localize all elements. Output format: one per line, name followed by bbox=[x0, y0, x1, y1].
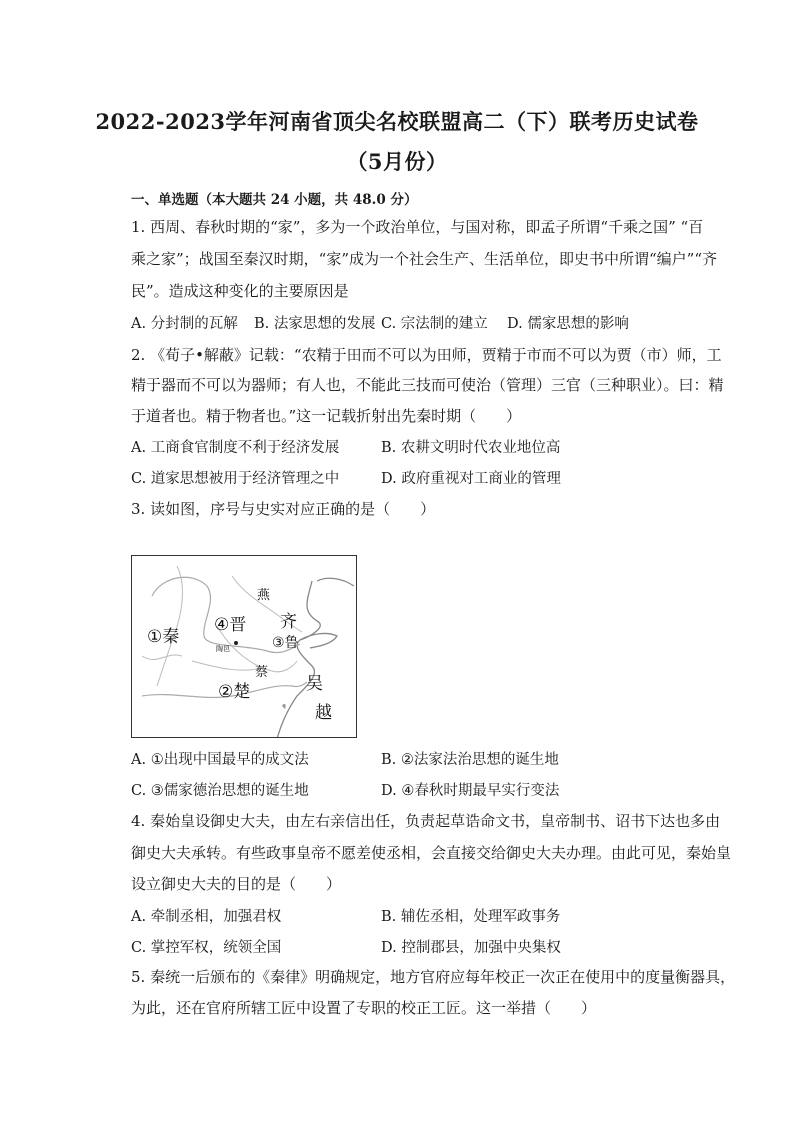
q1-option-b[interactable]: B. 法家思想的发展 bbox=[254, 316, 376, 332]
q1-line1: 1. 西周、春秋时期的“家”，多为一个政治单位，与国对称，即孟子所谓“千乘之国” “百 bbox=[131, 218, 704, 236]
q2-option-a[interactable]: A. 工商食官制度不利于经济发展 bbox=[131, 440, 340, 456]
q4-line2: 御史大夫承转。有些政事皇帝不愿差使丞相，会直接交给御史大夫办理。由此可见，秦始皇 bbox=[131, 844, 732, 862]
q3-option-d[interactable]: D. ④春秋时期最早实行变法 bbox=[381, 783, 560, 799]
q5-line2: 为此，还在官府所辖工匠中设置了专职的校正工匠。这一举措（ ） bbox=[131, 999, 597, 1017]
q1-line2: 乘之家”；战国至秦汉时期，“家”成为一个社会生产、生活单位，即史书中所谓“编户”“齐 bbox=[131, 250, 718, 268]
q1-option-d[interactable]: D. 儒家思想的影响 bbox=[507, 316, 629, 332]
q3-option-b[interactable]: B. ②法家法治思想的诞生地 bbox=[381, 752, 559, 768]
q3-option-a[interactable]: A. ①出现中国最早的成文法 bbox=[131, 752, 309, 768]
map-label-wu: 吴 bbox=[306, 674, 323, 694]
q4-line3: 设立御史大夫的目的是（ ） bbox=[131, 875, 342, 893]
map-label-qin: ①秦 bbox=[147, 627, 180, 647]
q4-line1: 4. 秦始皇设御史大夫，由左右亲信出任，负责起草诰命文书，皇帝制书、诏书下达也多由 bbox=[131, 812, 721, 830]
q2-line2: 精于器而不可以为器师；有人也，不能此三技而可使治（管理）三官（三种职业）。曰：精 bbox=[131, 376, 724, 394]
q1-option-c[interactable]: C. 宗法制的建立 bbox=[381, 316, 488, 332]
q5-line1: 5. 秦统一后颁布的《秦律》明确规定，地方官府应每年校正一次正在使用中的度量衡器具， bbox=[131, 968, 736, 986]
q4-option-d[interactable]: D. 控制郡县，加强中央集权 bbox=[381, 940, 561, 956]
spring-autumn-states-map bbox=[131, 555, 357, 738]
section-heading: 一、单选题（本大题共 24 小题，共 48.0 分） bbox=[131, 192, 418, 208]
q2-option-d[interactable]: D. 政府重视对工商业的管理 bbox=[381, 471, 561, 487]
map-label-yan: 燕 bbox=[257, 588, 271, 603]
q4-option-c[interactable]: C. 掌控军权，统领全国 bbox=[131, 940, 282, 956]
q2-line1: 2. 《荀子•解蔽》记载：“农精于田而不可以为田师，贾精于市而不可以为贾（市）师，工 bbox=[131, 346, 722, 364]
q3-line1: 3. 读如图，序号与史实对应正确的是（ ） bbox=[131, 500, 436, 518]
q1-option-a[interactable]: A. 分封制的瓦解 bbox=[131, 316, 238, 332]
q2-option-c[interactable]: C. 道家思想被用于经济管理之中 bbox=[131, 471, 340, 487]
q3-option-c[interactable]: C. ③儒家德治思想的诞生地 bbox=[131, 783, 309, 799]
exam-title: 2022-2023学年河南省顶尖名校联盟高二（下）联考历史试卷 bbox=[95, 109, 699, 134]
q2-option-b[interactable]: B. 农耕文明时代农业地位高 bbox=[381, 440, 561, 456]
map-label-cai: 蔡 bbox=[255, 665, 269, 680]
map-label-chu: ②楚 bbox=[218, 682, 251, 702]
map-label-taoyi: 陶邑 bbox=[216, 645, 230, 653]
q4-option-b[interactable]: B. 辅佐丞相，处理军政事务 bbox=[381, 909, 561, 925]
map-label-yue: 越 bbox=[315, 703, 332, 723]
q1-line3: 民”。造成这种变化的主要原因是 bbox=[131, 282, 349, 300]
map-label-jin: ④晋 bbox=[214, 615, 247, 635]
map-label-lu: ③鲁 bbox=[272, 635, 299, 651]
q2-line3: 于道者也。精于物者也。”这一记载折射出先秦时期（ ） bbox=[131, 407, 522, 425]
map-label-qi: 齐 bbox=[280, 612, 297, 632]
q4-option-a[interactable]: A. 牵制丞相，加强君权 bbox=[131, 909, 282, 925]
exam-subtitle: （5月份） bbox=[346, 149, 448, 174]
